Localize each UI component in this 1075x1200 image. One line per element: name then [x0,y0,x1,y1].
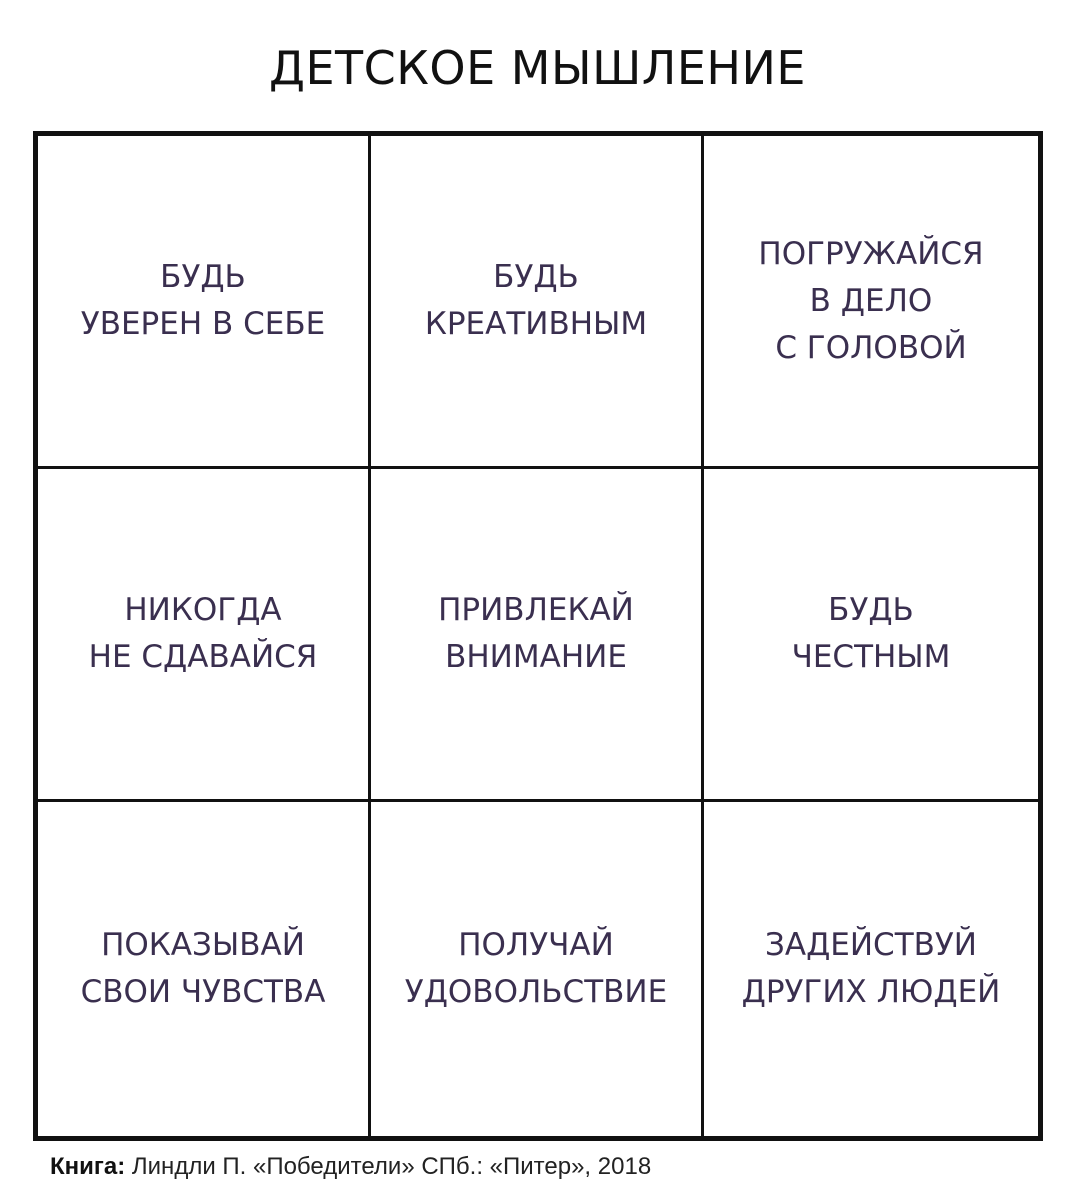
cell-text-line: НИКОГДА [124,592,282,628]
cell-be-creative [371,136,704,469]
cell-text-line: В ДЕЛО [809,282,933,319]
caption-text: Линдли П. «Победители» СПб.: «Питер», 2018 [125,1153,652,1180]
cell-text-line: ПОЛУЧАЙ [458,927,614,963]
cell-text-line: ПОГРУЖАЙСЯ [758,235,984,272]
principles-grid [33,131,1043,1141]
cell-text-line: БУДЬ [828,592,914,628]
cell-text-line: УДОВОЛЬСТВИЕ [404,974,668,1010]
cell-never-give-up [38,469,371,802]
cell-show-feelings [38,802,371,1136]
cell-text-line: НЕ СДАВАЙСЯ [88,639,318,675]
cell-text-line: УВЕРЕН В СЕБЕ [80,306,326,342]
cell-text-line: БУДЬ [160,259,246,295]
cell-text-line: КРЕАТИВНЫМ [424,306,648,342]
cell-text-line: СВОИ ЧУВСТВА [80,974,326,1010]
cell-enjoy [371,802,704,1136]
cell-attract-attention [371,469,704,802]
cell-text-line: ВНИМАНИЕ [445,639,627,675]
caption-label: Книга: [50,1153,126,1180]
cell-text-line: ЧЕСТНЫМ [791,639,951,675]
cell-text-line: БУДЬ [493,259,579,295]
cell-text-line: ЗАДЕЙСТВУЙ [764,927,977,963]
cell-text-line: ДРУГИХ ЛЮДЕЙ [741,974,1001,1010]
cell-text-line: ПОКАЗЫВАЙ [101,927,305,963]
cell-involve-others [704,802,1038,1136]
page-title: ДЕТСКОЕ МЫШЛЕНИЕ [269,41,806,95]
cell-text-line: ПРИВЛЕКАЙ [438,592,634,628]
cell-be-confident [38,136,371,469]
cell-dive-in [704,136,1038,469]
cell-text-line: С ГОЛОВОЙ [775,329,967,366]
cell-be-honest [704,469,1038,802]
source-caption [50,1152,651,1182]
